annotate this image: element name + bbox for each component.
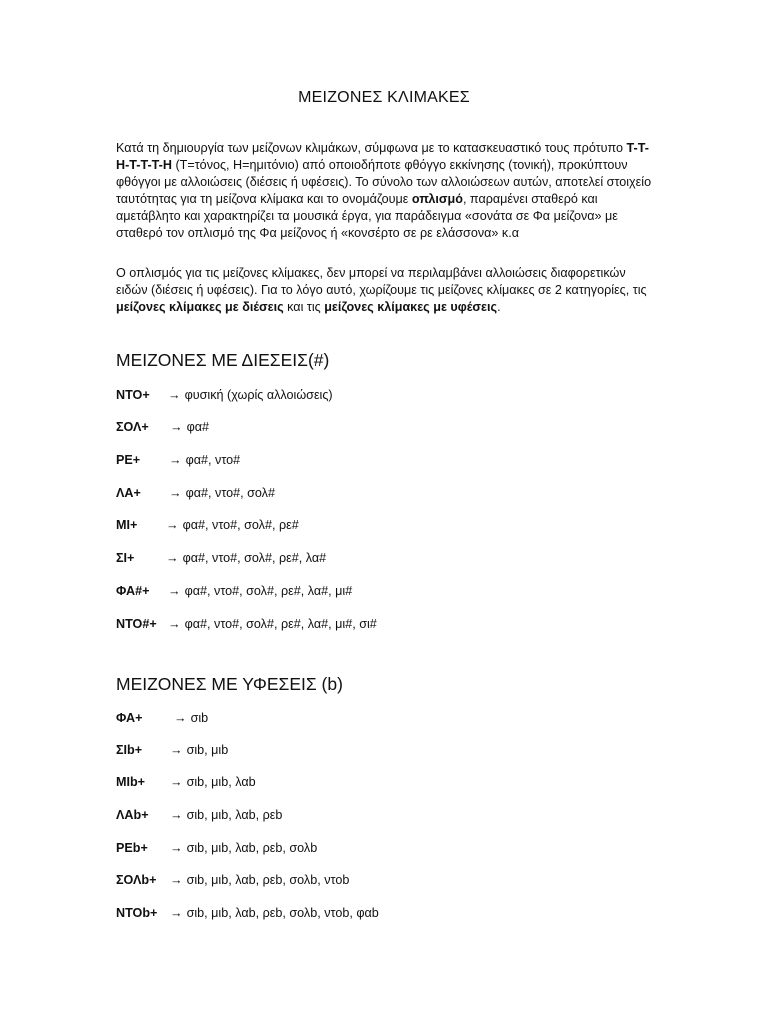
scale-key: ΣΙ+ <box>116 551 135 565</box>
scale-key: ΡΕ+ <box>116 453 141 467</box>
scale-key: ΝΤΟb+ <box>116 906 158 920</box>
arrow-icon: → <box>168 617 181 631</box>
scale-row <box>116 584 352 598</box>
scale-notes: σιb, μιb, λαb, ρεb, σολb <box>186 841 318 855</box>
page-title: ΜΕΙΖΟΝΕΣ ΚΛΙΜΑΚΕΣ <box>298 89 470 106</box>
scale-notes: σιb, μιb <box>186 743 229 757</box>
scale-row <box>116 420 209 434</box>
flats-heading: ΜΕΙΖΟΝΕΣ ΜΕ ΥΦΕΣΕΙΣ (b) <box>116 674 343 694</box>
scale-row <box>116 775 256 789</box>
intro-paragraph <box>116 140 656 242</box>
key-signature-term: οπλισμό <box>411 192 463 206</box>
scale-key: ΦΑ#+ <box>116 584 150 598</box>
scale-notes: φα# <box>186 420 210 434</box>
sharps-heading: ΜΕΙΖΟΝΕΣ ΜΕ ΔΙΕΣΕΙΣ(#) <box>116 350 330 370</box>
scale-row <box>116 711 208 725</box>
category-flats: μείζονες κλίμακες με υφέσεις <box>324 300 498 314</box>
scale-notes: φα#, ντο#, σολ#, ρε# <box>182 518 299 532</box>
scale-row <box>116 808 282 822</box>
scale-row <box>116 486 275 500</box>
intro-text-b: (Τ=τόνος, Η=ημιτόνιο) από οποιοδήποτε φθόγγο εκκίνησης (τονική), προκύπτουν φθόγγοι με αλλοιώσεις (διέσεις ή υφέσεις). Το σύνολο των αλλοιώσεων αυτών, αποτελεί στοιχείο ταυτότητας για τη μείζονα κλίμακα και το ονομάζουμε <box>116 158 652 206</box>
scale-key: ΣΟΛ+ <box>116 420 149 434</box>
arrow-icon: → <box>170 420 183 434</box>
arrow-icon: → <box>170 775 183 789</box>
scale-notes: φα#, ντο#, σολ# <box>185 486 275 500</box>
arrow-icon: → <box>168 388 181 402</box>
interval-pattern: Τ-Τ-Η-Τ-Τ-Τ-Η <box>116 141 649 172</box>
intro-text-a: Κατά τη δημιουργία των μείζονων κλιμάκων, σύμφωνα με το κατασκευαστικό τους πρότυπο <box>116 141 627 155</box>
scale-notes: φα#, ντο# <box>185 453 241 467</box>
scale-notes: σιb, μιb, λαb, ρεb, σολb, ντοb <box>186 873 350 887</box>
scale-row <box>116 743 228 757</box>
arrow-icon: → <box>169 486 182 500</box>
scale-key: ΣΟΛb+ <box>116 873 157 887</box>
scale-notes: σιb, μιb, λαb, ρεb, σολb, ντοb, φαb <box>186 906 379 920</box>
category-sharps: μείζονες κλίμακες με διέσεις <box>116 300 284 314</box>
categories-text-a: Ο οπλισμός για τις μείζονες κλίμακες, δεν μπορεί να περιλαμβάνει αλλοιώσεις διαφορετικών ειδών (διέσεις ή υφέσεις). Για το λόγο αυτό, χωρίζουμε τις μείζονες κλίμακες σε 2 κατηγορίες, τις <box>116 266 647 297</box>
scale-notes: σιb, μιb, λαb <box>186 775 256 789</box>
arrow-icon: → <box>166 518 179 532</box>
arrow-icon: → <box>170 906 183 920</box>
scale-key: ΛΑb+ <box>116 808 149 822</box>
scale-key: ΡΕb+ <box>116 841 148 855</box>
arrow-icon: → <box>174 711 187 725</box>
arrow-icon: → <box>170 743 183 757</box>
scale-notes: φα#, ντο#, σολ#, ρε#, λα# <box>182 551 327 565</box>
scale-row <box>116 906 379 920</box>
scale-notes: φυσική (χωρίς αλλοιώσεις) <box>184 388 333 402</box>
arrow-icon: → <box>168 584 181 598</box>
scale-row <box>116 617 377 631</box>
scale-key: ΣΙb+ <box>116 743 143 757</box>
arrow-icon: → <box>169 453 182 467</box>
scale-key: ΝΤΟ#+ <box>116 617 157 631</box>
arrow-icon: → <box>170 873 183 887</box>
scale-row <box>116 873 349 887</box>
intro-text-c: , παραμένει σταθερό και αμετάβλητο και χαρακτηρίζει τα μουσικά έργα, για παράδειγμα «σονάτα σε Φα μείζονα» με σταθερό τον οπλισμό της Φα μείζονος ή «κονσέρτο σε ρε ελάσσονα» κ.α <box>116 192 618 240</box>
scale-key: ΦΑ+ <box>116 711 143 725</box>
scale-notes: φα#, ντο#, σολ#, ρε#, λα#, μι# <box>184 584 353 598</box>
arrow-icon: → <box>170 808 183 822</box>
scale-notes: σιb, μιb, λαb, ρεb <box>186 808 283 822</box>
scale-notes: σιb <box>190 711 209 725</box>
scale-row <box>116 453 240 467</box>
scale-key: ΜΙ+ <box>116 518 138 532</box>
arrow-icon: → <box>170 841 183 855</box>
arrow-icon: → <box>166 551 179 565</box>
scale-row <box>116 518 299 532</box>
scale-row <box>116 551 326 565</box>
scale-key: ΜΙb+ <box>116 775 146 789</box>
categories-text-c: . <box>497 300 501 314</box>
scale-row <box>116 841 317 855</box>
categories-paragraph <box>116 265 656 316</box>
categories-text-b: και τις <box>283 300 325 314</box>
scale-key: ΛΑ+ <box>116 486 141 500</box>
scale-row <box>116 388 333 402</box>
scale-notes: φα#, ντο#, σολ#, ρε#, λα#, μι#, σι# <box>184 617 377 631</box>
scale-key: ΝΤΟ+ <box>116 388 150 402</box>
